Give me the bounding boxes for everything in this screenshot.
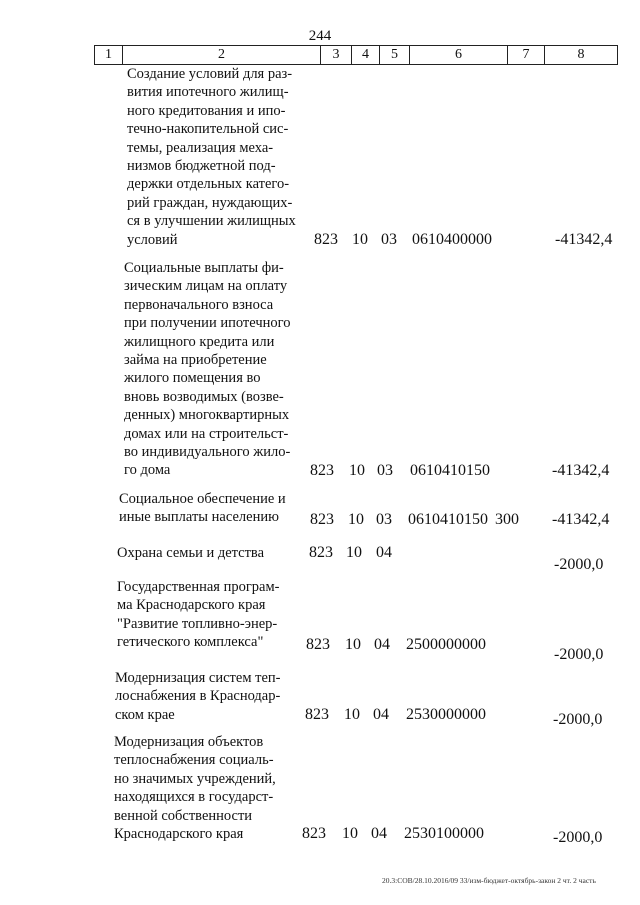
col-8-value: -41342,4 [552,462,610,479]
col-7-value: 300 [495,511,519,528]
col-5-value: 04 [373,706,389,723]
header-col-1: 1 [95,46,123,64]
row-description: Модернизация систем теп- лоснабжения в Краснодар- ском крае [115,670,281,723]
col-6-value: 0610410150 [410,462,490,479]
col-3-value: 823 [314,231,338,248]
col-4-value: 10 [349,462,365,479]
row-values [0,511,640,531]
row-values [0,706,640,726]
col-5-value: 03 [377,462,393,479]
col-3-value: 823 [310,511,334,528]
row-description: Модернизация объектов теплоснабжения социаль- но значимых учреждений, находящихся в государст- венной собственности Краснодарского края [114,734,276,843]
col-4-value: 10 [342,825,358,842]
col-8-value: -41342,4 [552,511,610,528]
header-col-6: 6 [410,46,508,64]
col-4-value: 10 [348,511,364,528]
header-col-2: 2 [123,46,321,64]
col-8-value: -41342,4 [555,231,613,248]
row-description: Охрана семьи и детства [117,545,265,561]
table-header [94,45,618,65]
row-values [0,231,640,251]
col-4-value: 10 [345,636,361,653]
col-3-value: 823 [302,825,326,842]
col-3-value: 823 [310,462,334,479]
col-5-value: 04 [374,636,390,653]
row-description: Создание условий для раз- вития ипотечного жилищ- ного кредитования и ипо- течно-накопительной сис- темы, реализация меха- низмов бюджетной под- держки отдельных катего- рий граждан, нуждающих- ся в улучшении жилищных условий [127,66,296,248]
page-number: 244 [308,28,332,44]
col-3-value: 823 [306,636,330,653]
col-4-value: 10 [352,231,368,248]
col-5-value: 04 [376,544,392,561]
col-8-value: -2000,0 [554,646,604,663]
col-8-value: -2000,0 [553,829,603,846]
header-col-3: 3 [321,46,352,64]
col-5-value: 03 [376,511,392,528]
col-6-value: 0610410150 [408,511,488,528]
col-8-value: -2000,0 [554,556,604,573]
col-3-value: 823 [305,706,329,723]
row-values [0,544,640,573]
row-values [0,636,640,663]
col-5-value: 03 [381,231,397,248]
col-4-value: 10 [344,706,360,723]
header-col-4: 4 [352,46,380,64]
header-col-8: 8 [577,47,585,62]
col-6-value: 2530100000 [404,825,484,842]
row-values [0,825,640,845]
header-col-5: 5 [380,46,410,64]
row-description: Социальные выплаты фи- зическим лицам на оплату первоначального взноса при получении ипотечного жилищного кредита или займа на приобретение жилого помещения во вновь возводимых (возве- денных) многоквартирных домах или на строительст- во индивидуального жило- го дома [124,260,291,479]
col-4-value: 10 [346,544,362,561]
col-8-value: -2000,0 [553,711,603,728]
header-col-7: 7 [508,46,545,64]
col-5-value: 04 [371,825,387,842]
footer-file-path: 20.3:СОВ/28.10.2016/09 33/изм-бюджет-октябрь-закон 2 чт. 2 часть [382,876,596,885]
col-6-value: 2530000000 [406,706,486,723]
row-description: Социальное обеспечение и иные выплаты населению [119,491,286,526]
col-3-value: 823 [309,544,333,561]
col-6-value: 0610400000 [412,231,492,248]
row-description: Государственная програм- ма Краснодарского края "Развитие топливно-энер- гетического комплекса" [117,579,280,651]
col-6-value: 2500000000 [406,636,486,653]
row-values [0,462,640,482]
